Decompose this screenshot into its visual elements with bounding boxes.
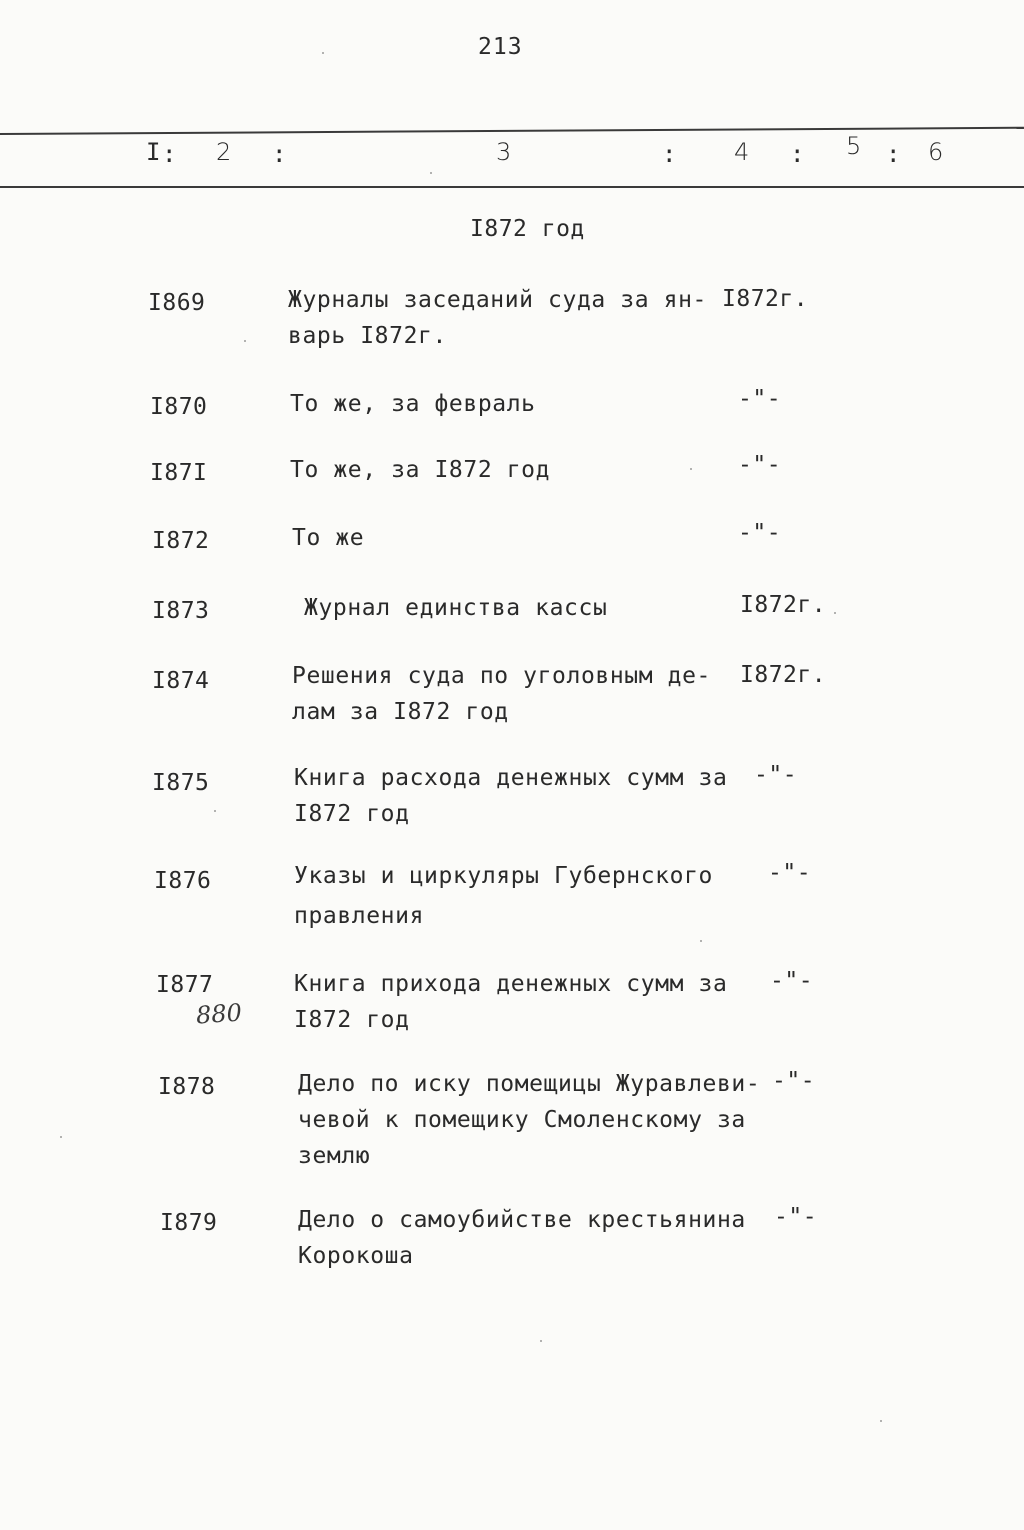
row-number: I877 <box>156 972 214 998</box>
row-date: I872г. <box>740 592 827 618</box>
title-line: То же, за I872 год <box>290 457 551 483</box>
column-separator: : <box>886 140 901 168</box>
scan-speck <box>214 810 216 812</box>
row-title <box>298 1202 746 1274</box>
title-line: I872 год <box>294 801 410 827</box>
row-date: -"- <box>774 1204 818 1230</box>
column-separator: : <box>790 140 805 168</box>
row-number: I87I <box>150 460 208 486</box>
scan-speck <box>322 52 324 54</box>
row-title <box>288 282 707 354</box>
title-line: То же, за февраль <box>290 391 536 417</box>
row-title <box>294 858 713 934</box>
row-number: I878 <box>158 1074 216 1100</box>
column-header-1: I <box>146 138 161 166</box>
scan-speck <box>700 940 702 942</box>
row-number: I876 <box>154 868 212 894</box>
title-line: Указы и циркуляры Губернского <box>294 863 713 889</box>
row-title <box>294 966 727 1038</box>
column-header-4: 4 <box>734 138 750 166</box>
column-header-5: 5 <box>846 132 862 160</box>
scan-speck <box>430 172 432 174</box>
row-title <box>304 590 607 626</box>
scan-speck <box>690 468 692 470</box>
title-line: Журналы заседаний суда за ян- <box>288 287 707 313</box>
row-date: I872г. <box>722 286 809 312</box>
column-separator: : <box>162 140 177 168</box>
row-title <box>290 452 550 488</box>
page-number: 213 <box>478 34 523 60</box>
row-title <box>298 1066 760 1174</box>
scan-speck <box>880 1420 882 1422</box>
row-title <box>290 386 536 422</box>
row-date: -"- <box>738 452 782 478</box>
title-line: варь I872г. <box>288 323 447 349</box>
title-line: лам за I872 год <box>292 699 509 725</box>
title-line: Журнал единства кассы <box>304 595 608 621</box>
title-line: Книга прихода денежных сумм за <box>294 971 728 997</box>
section-year-heading: I872 год <box>470 216 585 242</box>
row-number: I872 <box>152 528 210 554</box>
column-separator: : <box>662 140 677 168</box>
title-line: I872 год <box>294 1007 410 1033</box>
column-header-6: 6 <box>928 138 944 166</box>
title-line: Книга расхода денежных сумм за <box>294 765 728 791</box>
title-line: Решения суда по уголовным де- <box>292 663 711 689</box>
header-top-rule <box>0 127 1024 135</box>
row-title <box>292 658 711 730</box>
column-separator: : <box>272 140 287 168</box>
title-line: чевой к помещику Смоленскому за <box>298 1107 746 1133</box>
row-date: -"- <box>738 386 782 412</box>
scan-speck <box>834 612 836 614</box>
row-number: I873 <box>152 598 210 624</box>
title-line: Корокоша <box>298 1243 414 1269</box>
row-title <box>292 520 364 556</box>
row-date: -"- <box>754 762 798 788</box>
column-header-3: 3 <box>496 138 512 166</box>
row-number: I869 <box>148 290 206 316</box>
row-number: I875 <box>152 770 210 796</box>
title-line: То же <box>292 525 365 551</box>
row-date: I872г. <box>740 662 827 688</box>
row-number: I870 <box>150 394 208 420</box>
handwritten-note: 880 <box>195 998 243 1030</box>
scan-speck <box>60 1136 62 1138</box>
title-line: Дело по иску помещицы Журавлеви- <box>298 1071 761 1097</box>
row-date: -"- <box>738 520 782 546</box>
scan-speck <box>244 340 246 342</box>
row-number: I874 <box>152 668 210 694</box>
row-title <box>294 760 727 832</box>
header-bottom-rule <box>0 186 1024 188</box>
row-date: -"- <box>772 1068 816 1094</box>
column-header-2: 2 <box>216 138 232 166</box>
row-date: -"- <box>770 968 814 994</box>
row-date: -"- <box>768 860 812 886</box>
scan-speck <box>540 1340 542 1342</box>
title-line: землю <box>298 1143 371 1169</box>
title-line: Дело о самоубийстве крестьянина <box>298 1207 746 1233</box>
row-number: I879 <box>160 1210 218 1236</box>
title-line: правления <box>294 903 425 929</box>
